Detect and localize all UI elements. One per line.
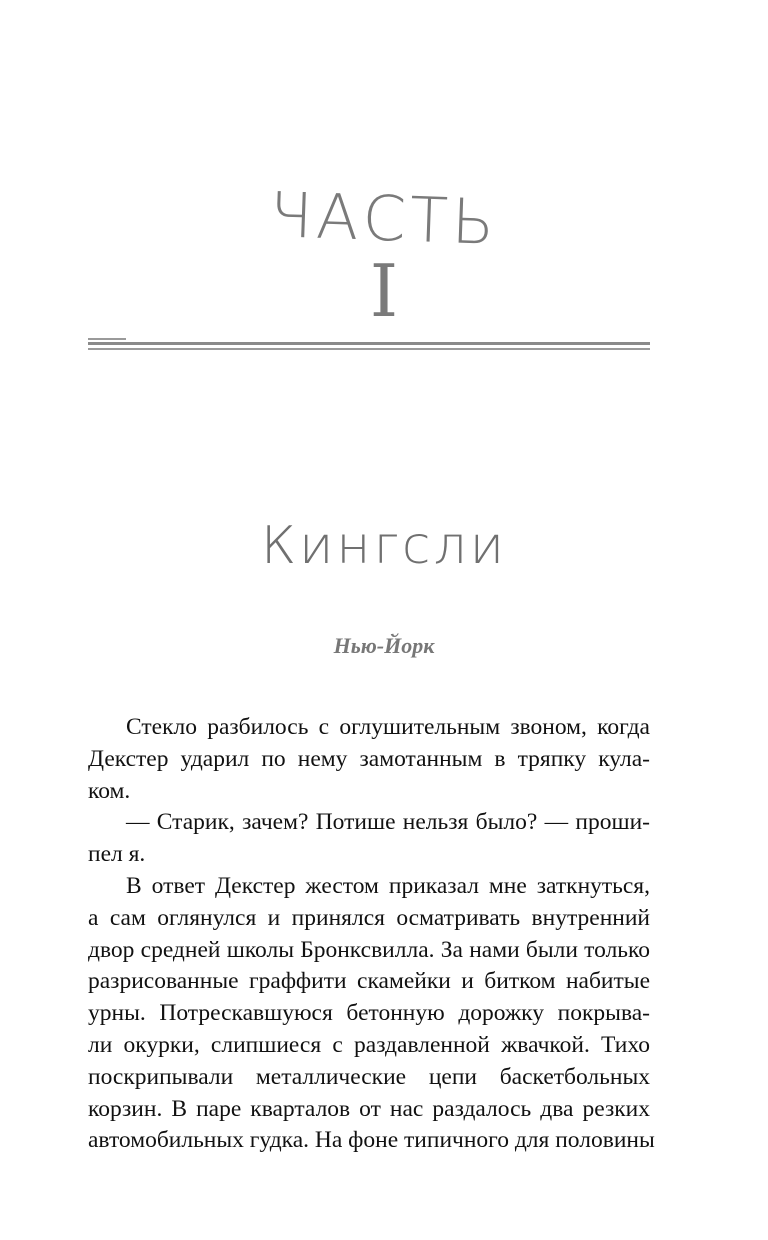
divider-rule-top — [88, 342, 650, 345]
part-word: ЧАСТЬ — [268, 178, 500, 259]
text-line: ли окурки, слипшиеся с раздавленной жвачкой. Тихо — [88, 1031, 650, 1058]
text-line: корзин. В паре кварталов от нас раздалось два резких — [88, 1095, 650, 1122]
body-text — [88, 712, 655, 1157]
part-number: I — [369, 249, 399, 333]
text-line: Декстер ударил по нему замотанным в тряпку кула- — [88, 745, 650, 772]
text-line: двор средней школы Бронксвилла. За нами были только — [88, 936, 650, 963]
text-line: В ответ Декстер жестом приказал мне заткнуться, — [126, 872, 650, 899]
text-line: ком. — [88, 777, 131, 804]
place-subtitle: Нью-Йорк — [333, 633, 435, 658]
text-line: поскрипывали металлические цепи баскетбольных — [88, 1063, 650, 1090]
text-line: пел я. — [88, 841, 146, 868]
chapter-title: Кингсли — [261, 516, 507, 576]
text-line: а сам оглянулся и принялся осматривать внутренний — [88, 904, 650, 931]
text-line: Стекло разбилось с оглушительным звоном, когда — [126, 714, 650, 740]
text-line: разрисованные граффити скамейки и битком набитые — [88, 968, 650, 995]
divider-rule-bottom — [88, 348, 650, 350]
text-line: урны. Потрескавшуюся бетонную дорожку покрыва- — [88, 1000, 650, 1027]
text-line: автомобильных гудка. На фоне типичного для половины — [88, 1127, 655, 1154]
divider-tick — [88, 338, 126, 340]
text-line: — Старик, зачем? Потише нельзя было? — проши- — [126, 809, 650, 836]
